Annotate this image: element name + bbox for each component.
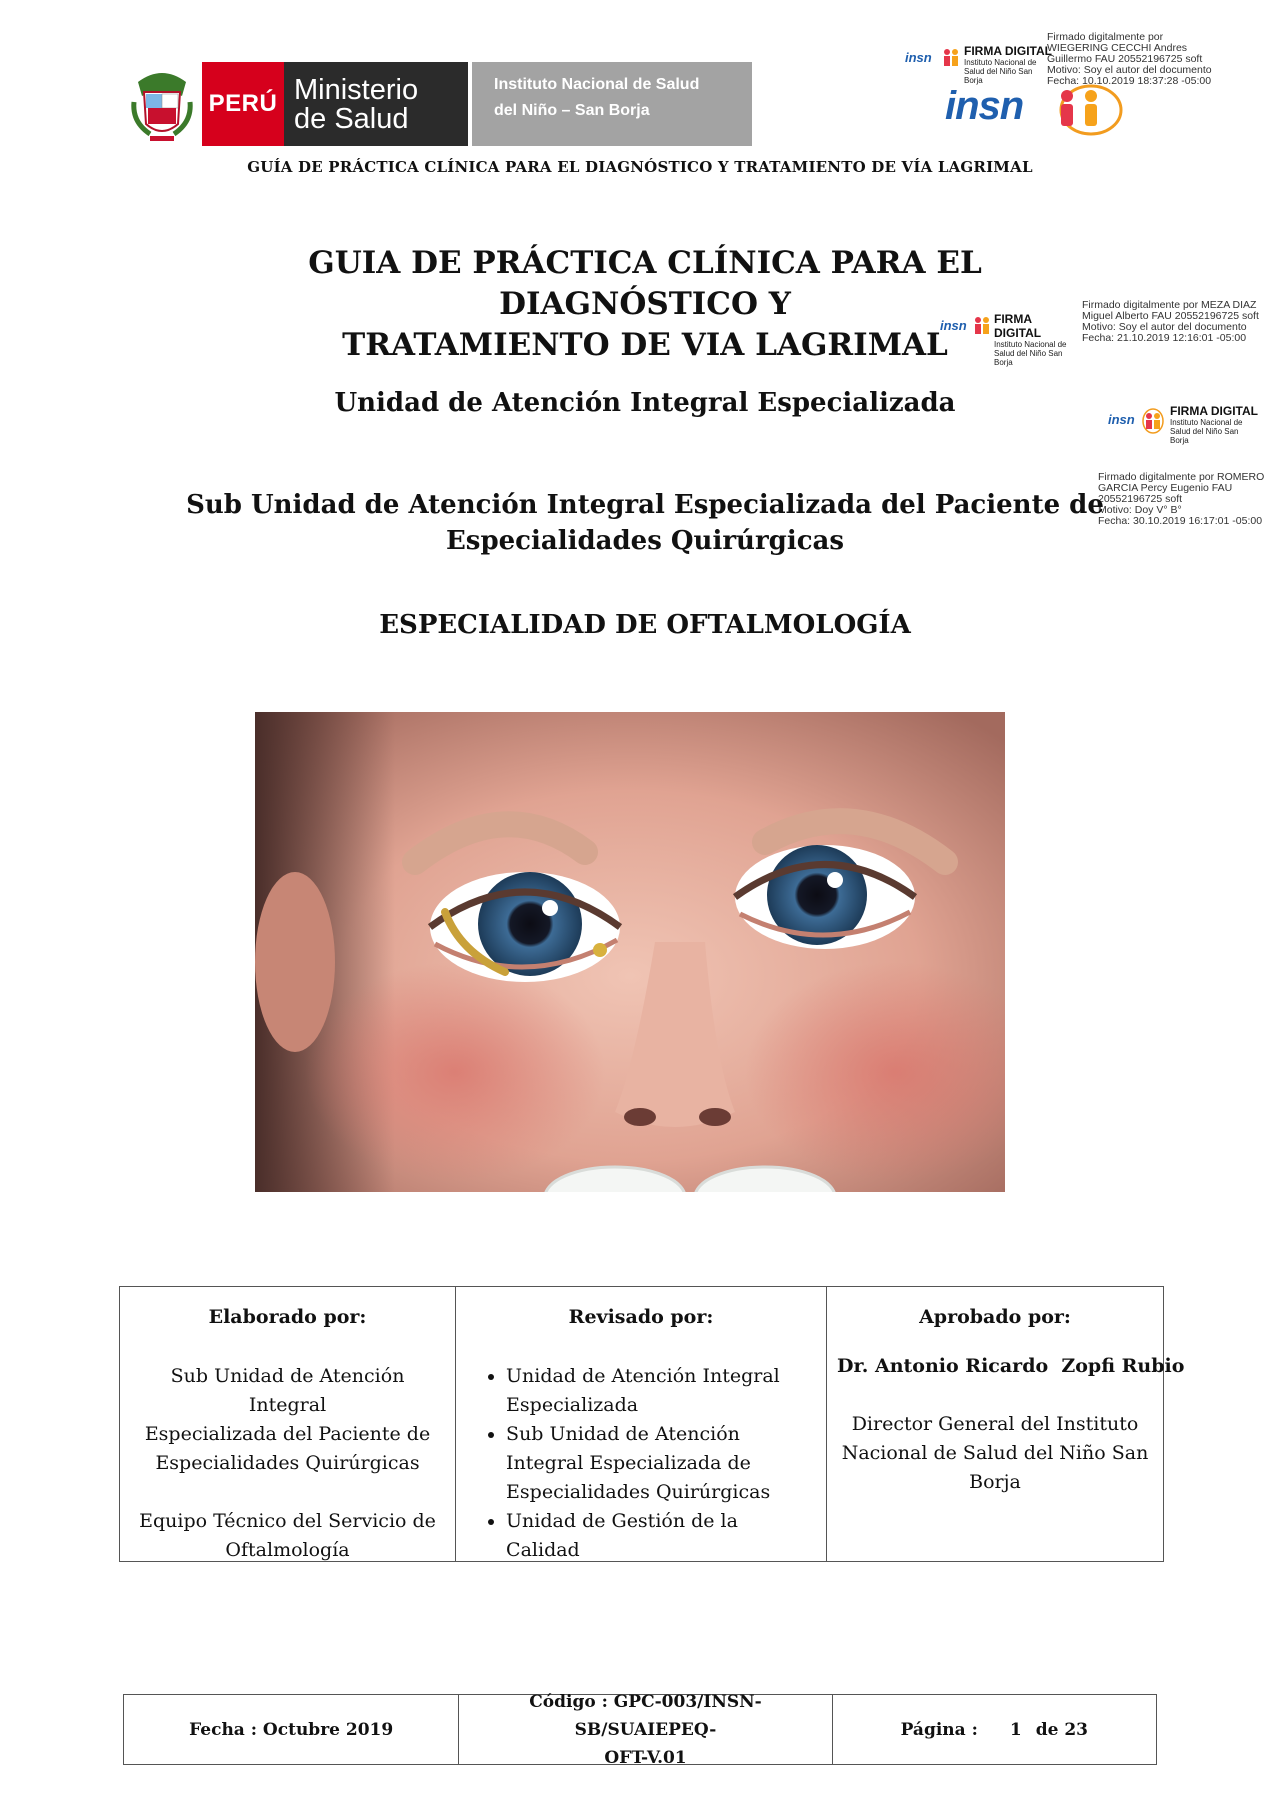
signature-text-3 <box>1098 472 1278 527</box>
institute-line2: del Niño – San Borja <box>494 102 650 119</box>
footer-table <box>123 1691 1157 1768</box>
reviewed-column <box>455 1287 826 1561</box>
footer-code <box>458 1691 831 1768</box>
elaborated-line: Especializada del Paciente de <box>144 1423 431 1445</box>
peru-coat-of-arms-icon <box>130 62 194 144</box>
firma-digital-sub-2c: Borja <box>994 358 1013 367</box>
document-title-line2: TRATAMIENTO DE VIA LAGRIMAL <box>342 327 948 363</box>
sig2-line: Fecha: 21.10.2019 12:16:01 -05:00 <box>1082 332 1247 344</box>
document-title-line1: GUIA DE PRÁCTICA CLÍNICA PARA EL DIAGNÓSTICO Y <box>308 245 982 322</box>
peru-label: PERÚ <box>202 62 284 146</box>
elaborated-column <box>120 1287 455 1561</box>
document-title <box>180 243 1110 366</box>
firma-digital-sub-3a: Instituto Nacional de <box>1170 418 1243 427</box>
sig3-line: GARCIA Percy Eugenio FAU <box>1098 482 1233 494</box>
firma-digital-sub-1a: Instituto Nacional de <box>964 58 1037 67</box>
insn-logo-small: insn <box>905 50 932 65</box>
footer-date: Fecha : Octubre 2019 <box>189 1719 394 1740</box>
elaborated-line: Oftalmología <box>225 1539 350 1561</box>
ministry-line2: de Salud <box>294 103 409 135</box>
firma-digital-sub-1b: Salud del Niño San <box>964 67 1033 76</box>
ministry-line1: Ministerio <box>294 74 419 106</box>
firma-digital-sub-3b: Salud del Niño San <box>1170 427 1239 436</box>
reviewed-item: • Sub Unidad de Atención Integral Especializada de Especialidades Quirúrgicas <box>506 1420 816 1507</box>
footer-code-line2: OFT-V.01 <box>604 1747 687 1768</box>
footer-page-of: de 23 <box>1035 1719 1088 1740</box>
signature-text-2 <box>1082 300 1277 344</box>
footer-page-number: 1 <box>1009 1719 1022 1740</box>
elaborated-line: Sub Unidad de Atención Integral <box>170 1365 405 1416</box>
running-header-title: GUÍA DE PRÁCTICA CLÍNICA PARA EL DIAGNÓSTICO Y TRATAMIENTO DE VÍA LAGRIMAL <box>247 158 1033 176</box>
signature-block-3 <box>1108 400 1278 450</box>
insn-large-logo <box>945 84 1123 136</box>
sig1-line: Firmado digitalmente por <box>1047 31 1164 43</box>
insn-logo-small: insn <box>1108 412 1135 427</box>
reviewed-list <box>466 1362 816 1565</box>
sig3-line: Fecha: 30.10.2019 16:17:01 -05:00 <box>1098 515 1263 527</box>
sig1-line: Guillermo FAU 20552196725 soft <box>1047 53 1203 65</box>
insn-kids-icon <box>1142 408 1164 434</box>
subunit-title <box>180 487 1110 559</box>
ministry-logo <box>284 62 468 146</box>
sig1-line: Fecha: 10.10.2019 18:37:28 -05:00 <box>1047 75 1212 87</box>
firma-digital-title-1: FIRMA DIGITAL <box>964 44 1052 58</box>
authorship-table <box>119 1286 1185 1562</box>
reviewed-item: • Unidad de Atención Integral Especializada <box>506 1362 816 1420</box>
specialty-title: ESPECIALIDAD DE OFTALMOLOGÍA <box>379 610 911 640</box>
sig2-line: Miguel Alberto FAU 20552196725 soft <box>1082 310 1259 322</box>
unit-title: Unidad de Atención Integral Especializada <box>334 388 956 418</box>
firma-digital-title-3: FIRMA DIGITAL <box>1170 404 1258 418</box>
sig3-line: Firmado digitalmente por ROMERO <box>1098 471 1265 483</box>
approved-role-line: Director General del Instituto <box>851 1413 1139 1435</box>
subunit-title-line1: Sub Unidad de Atención Integral Especializada del Paciente de <box>186 490 1104 520</box>
footer-page <box>832 1695 1156 1764</box>
firma-digital-sub-1c: Borja <box>964 76 983 85</box>
insn-children-icon <box>1045 84 1123 136</box>
firma-digital-sub-3c: Borja <box>1170 436 1189 445</box>
approved-role-line: Borja <box>969 1471 1021 1493</box>
footer-page-label: Página : <box>900 1719 978 1740</box>
sig1-line: WIEGERING CECCHI Andres <box>1047 42 1188 54</box>
reviewed-header: Revisado por: <box>568 1306 714 1328</box>
approved-column <box>826 1287 1185 1561</box>
sig2-line: Motivo: Soy el autor del documento <box>1082 321 1247 333</box>
firma-digital-title-2: FIRMA DIGITAL <box>994 312 1042 340</box>
footer-code-line1: Código : GPC-003/INSN-SB/SUAIEPEQ- <box>529 1691 762 1740</box>
insn-kids-icon <box>942 48 960 70</box>
elaborated-line: Equipo Técnico del Servicio de <box>139 1510 436 1532</box>
cover-photo-child-eyes <box>255 712 1005 1192</box>
institute-logo <box>472 62 752 146</box>
approved-role-line: Nacional de Salud del Niño San <box>841 1442 1149 1464</box>
elaborated-line: Especialidades Quirúrgicas <box>155 1452 420 1474</box>
sig1-line: Motivo: Soy el autor del documento <box>1047 64 1212 76</box>
signature-text-1 <box>1047 32 1277 87</box>
sig2-line: Firmado digitalmente por MEZA DIAZ <box>1082 299 1257 311</box>
firma-digital-sub-2b: Salud del Niño San <box>994 349 1063 358</box>
subunit-title-line2: Especialidades Quirúrgicas <box>445 526 845 556</box>
institute-line1: Instituto Nacional de Salud <box>494 76 700 93</box>
approved-name: Dr. Antonio Ricardo Zopfi Rubio <box>837 1355 1185 1377</box>
insn-logo-small: insn <box>940 318 967 333</box>
sig3-line: 20552196725 soft <box>1098 493 1183 505</box>
approved-header: Aprobado por: <box>919 1306 1071 1328</box>
insn-large-logo-text: insn <box>945 84 1024 128</box>
firma-digital-sub-2a: Instituto Nacional de <box>994 340 1067 349</box>
reviewed-item: • Unidad de Gestión de la Calidad <box>506 1507 816 1565</box>
elaborated-header: Elaborado por: <box>208 1306 367 1328</box>
sig3-line: Motivo: Doy V° B° <box>1098 504 1182 516</box>
